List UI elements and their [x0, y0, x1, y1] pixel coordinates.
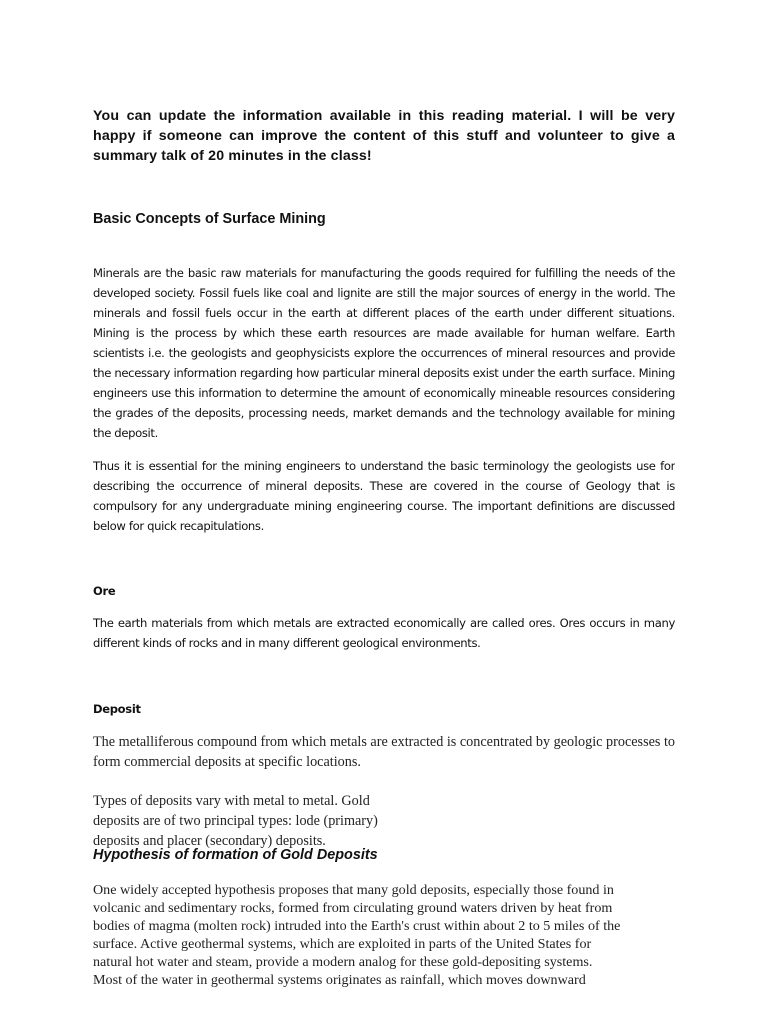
ore-paragraph: The earth materials from which metals are extracted economically are called ores. Ores occurs in many different kinds of rocks and in many different geological environments. [93, 616, 675, 650]
hypothesis-line: bodies of magma (molten rock) intruded into the Earth's crust within about 2 to 5 miles of the [93, 918, 621, 934]
hypothesis-heading: Hypothesis of formation of Gold Deposits [93, 847, 378, 863]
page-title: Basic Concepts of Surface Mining [93, 211, 326, 227]
paragraph-terminology: Thus it is essential for the mining engineers to understand the basic terminology the geologists use for describing the occurrence of mineral deposits. These are covered in the course of Geology that is compulsory for any undergraduate mining engineering course. The important definitions are discussed below for quick recapitulations. [93, 459, 675, 533]
hypothesis-paragraph [93, 881, 675, 989]
paragraph-minerals: Minerals are the basic raw materials for manufacturing the goods required for fulfilling the needs of the developed society. Fossil fuels like coal and lignite are still the major sources of energy in the world. The minerals and fossil fuels occur in the earth at different places of the earth under different situations. Mining is the process by which these earth resources are made available for human welfare. Earth scientists i.e. the geologists and geophysicists explore the occurrences of mineral resources and provide the necessary information regarding how particular mineral deposits exist under the earth surface. Mining engineers use this information to determine the amount of economically mineable resources considering the grades of the deposits, processing needs, market demands and the technology available for mining the deposit. [93, 266, 675, 440]
deposit-heading: Deposit [93, 702, 141, 716]
hypothesis-line: One widely accepted hypothesis proposes that many gold deposits, especially those found in [93, 882, 614, 898]
intro-note: You can update the information available in this reading material. I will be very happy if someone can improve the content of this stuff and volunteer to give a summary talk of 20 minutes in the class! [93, 108, 675, 164]
deposit-paragraph-1: The metalliferous compound from which metals are extracted is concentrated by geologic processes to form commercial deposits at specific locations. [93, 734, 675, 770]
hypothesis-line: natural hot water and steam, provide a modern analog for these gold-depositing systems. [93, 954, 593, 970]
ore-heading: Ore [93, 584, 116, 598]
document-page [93, 0, 675, 1024]
hypothesis-line: volcanic and sedimentary rocks, formed from circulating ground waters driven by heat from [93, 900, 613, 916]
hypothesis-line: Most of the water in geothermal systems originates as rainfall, which moves downward [93, 972, 586, 988]
hypothesis-line: surface. Active geothermal systems, which are exploited in parts of the United States for [93, 936, 592, 952]
deposit-paragraph-2: Types of deposits vary with metal to metal. Gold deposits are of two principal types: lode (primary) deposits and placer (secondary) deposits. [93, 793, 378, 849]
